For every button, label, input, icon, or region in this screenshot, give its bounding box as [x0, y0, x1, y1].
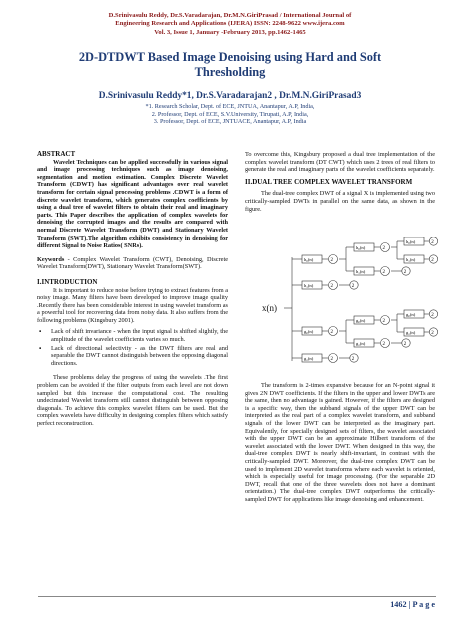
right-para3: The transform is 2-times expansive because for an N-point signal it gives 2N DWT coefficients. If the filters in the upper and lower DWTs are the same, then no advantage is gained. However, if the filters are designed is a specific way, then the subband signals of the upper DWT can be interpreted as the real part of a complex wavelet transform, and subband signals of the lower DWT can be interpreted as the imaginary part. Equivalently, for specially designed sets of filters, the wavelet associated with the upper DWT can be an approximate Hilbert transform of the wavelet associated with the lower DWT. When designed in this way, the dual-tree complex DWT is nearly shift-invariant, in contrast with the critically-sampled DWT. Moreover, the dual-tree complex DWT can be used to implement 2D wavelet transforms where each wavelet is oriented, which is especially useful for image processing. (For the separable 2D DWT, recall that one of the three wavelets does not have a dominant orientation.) The dual-tree complex DWT outperforms the critically-sampled DWT for applications like image denoising and enhancement. [245, 382, 435, 503]
downsample-label: 2 [403, 342, 407, 347]
bullet-icon: ▪ [39, 344, 42, 352]
right-column-top [245, 151, 435, 213]
level2-filters [351, 243, 390, 348]
abstract-heading: ABSTRACT [37, 150, 76, 158]
downsample-label: 2 [351, 284, 355, 289]
downsample-label: 2 [330, 330, 333, 335]
dual-tree-filter-bank-figure [262, 237, 440, 379]
intro-para2: These problems delay the progress of using the wavelets .The first problem can be avoided if the filter outputs from each level are not down sampled but this increase the computational cost. The resulting undecimated Wavelet transform still cannot distinguish between opposing diagonals. To achieve this complex wavelet filters can be used. But the complex wavelets have difficulty in designing complex filters which satisfy perfect reconstruction. [37, 374, 228, 427]
downsample-label: 2 [330, 284, 333, 289]
right-column-bottom [245, 382, 435, 504]
downsample-label: 2 [330, 357, 333, 362]
affiliation-3: 3. Professor, Dept. of ECE, JNTUACE, Anantapur, A.P, India [153, 118, 307, 126]
affiliation-1: *1. Research Scholar, Dept. of ECE, JNTUA, Anantapur, A.P, India, [145, 103, 315, 110]
intro-heading: I.INTRODUCTION [37, 277, 98, 286]
paper-title-line2: Thresholding [194, 64, 266, 79]
journal-header [40, 12, 420, 37]
filter-h0-label: h₀(n) [356, 245, 366, 250]
page-number: 1462 | P a g e [390, 600, 435, 609]
filter-g1-label: g₁(n) [304, 356, 314, 361]
filter-h1-label: h₁(n) [406, 257, 416, 262]
journal-header-line1: D.Srinivasulu Reddy, Dr.S.Varadarajan, Dr.M.N.GiriPrasad / International Journal of [108, 12, 352, 19]
dtcwt-heading: II.DUAL TREE COMPLEX WAVELET TRANSFORM [245, 177, 413, 186]
downsample-label: 2 [382, 246, 385, 251]
authors: D.Srinivasulu Reddy*1, Dr.S.Varadarajan2 , Dr.M.N.GiriPrasad3 [98, 91, 362, 101]
journal-header-line3: Vol. 3, Issue 1, January -February 2013, pp.1462-1465 [154, 28, 306, 36]
filter-g0-label: g₀(n) [304, 329, 314, 334]
paper-title-line1: 2D-DTDWT Based Image Denoising using Hard and Soft [78, 50, 382, 64]
filter-g0-label: g₀(n) [356, 318, 366, 323]
affiliation-2: 2. Professor, Dept. of ECE, S.V.University, Tirupati, A.P, India, [151, 110, 309, 118]
downsample-label: 2 [330, 258, 333, 263]
filter-h0-label: h₀(n) [406, 239, 416, 244]
filter-g0-label: g₀(n) [406, 312, 416, 317]
downsample-label: 2 [431, 258, 434, 263]
intro-para1: It is important to reduce noise before trying to extract features from a noisy image. Many filters have been developed to improve image quality .Recently there has been considerable interest in using wavelet transform as a powerful tool for recovering data from noisy data. It also suffers from the following problems (Kingsbury 2001). [37, 286, 228, 324]
list-item [39, 328, 228, 344]
problem-list [37, 328, 228, 367]
journal-header-line2: Engineering Research and Applications (IJERA) ISSN: 2248-9622 www.ijera.com [115, 20, 345, 28]
filter-h1-label: h₁(n) [356, 269, 366, 274]
abstract-text: Wavelet Techniques can be applied successfully in various signal and image processing techniques such as image denoising, segmentation and motion estimation. Complex Discrete Wavelet Transform (CDWT) has significant advantages over real wavelet transform for certain signal processing problems .CDWT is a form of discrete wavelet transform, which generates complex coefficients by using a dual tree of wavelet filters to obtain their real and imaginary parts. This Paper describes the application of complex wavelets for denoising the corrupted images and the results are compared with normal Discrete Wavelet Transform (DWT) and Stationary Wavelet Transform (SWT).The algorithm exhibits consistency in denoising for different Signal to Noise Ratios( SNRs). [37, 158, 228, 250]
list-item-text: Lack of shift invariance - when the input signal is shifted slightly, the amplitude of the wavelet coefficients varies so much. [51, 328, 228, 344]
bullet-icon: ▪ [39, 328, 42, 336]
downsample-label: 2 [431, 240, 434, 245]
downsample-label: 2 [382, 270, 385, 275]
filter-h0-label: h₀(n) [304, 257, 314, 262]
downsample-label: 2 [351, 357, 355, 362]
list-item-text: Lack of directional selectivity - as the DWT filters are real and separable the DWT cannot distinguish between the opposing diagonal directions. [51, 344, 228, 367]
list-item [39, 344, 228, 368]
downsample-label: 2 [431, 331, 434, 336]
affiliations [40, 103, 420, 126]
keywords-label: Keywords [37, 255, 65, 263]
downsample-label: 2 [431, 313, 434, 318]
footer-divider [38, 596, 436, 597]
filter-g1-label: g₁(n) [356, 341, 366, 346]
downsample-label: 2 [382, 342, 385, 347]
downsample-label: 2 [382, 319, 385, 324]
paper-title [30, 50, 430, 79]
input-signal-label: x(n) [262, 303, 277, 313]
keywords-text: - Complex Wavelet Transform (CWT), Denoising, Discrete Wavelet Transform(DWT), Stationary Wavelet Transform(SWT). [37, 255, 228, 271]
level1-filters [302, 255, 338, 363]
right-para2: The dual-tree complex DWT of a signal X is implemented using two critically-sampled DWTs in parallel on the same data, as shown in the figure. [245, 190, 435, 213]
right-para1: To overcome this, Kingsbury proposed a dual tree implementation of the complex wavelet transform (DT CWT) which uses 2 trees of real filters to generate the real and imaginary parts of the wavelet coefficients separately. [245, 151, 435, 174]
left-column [37, 151, 228, 428]
filter-h1-label: h₁(n) [304, 283, 314, 288]
downsample-label: 2 [403, 270, 407, 275]
filter-g1-label: g₁(n) [406, 330, 416, 335]
keywords [37, 256, 228, 271]
